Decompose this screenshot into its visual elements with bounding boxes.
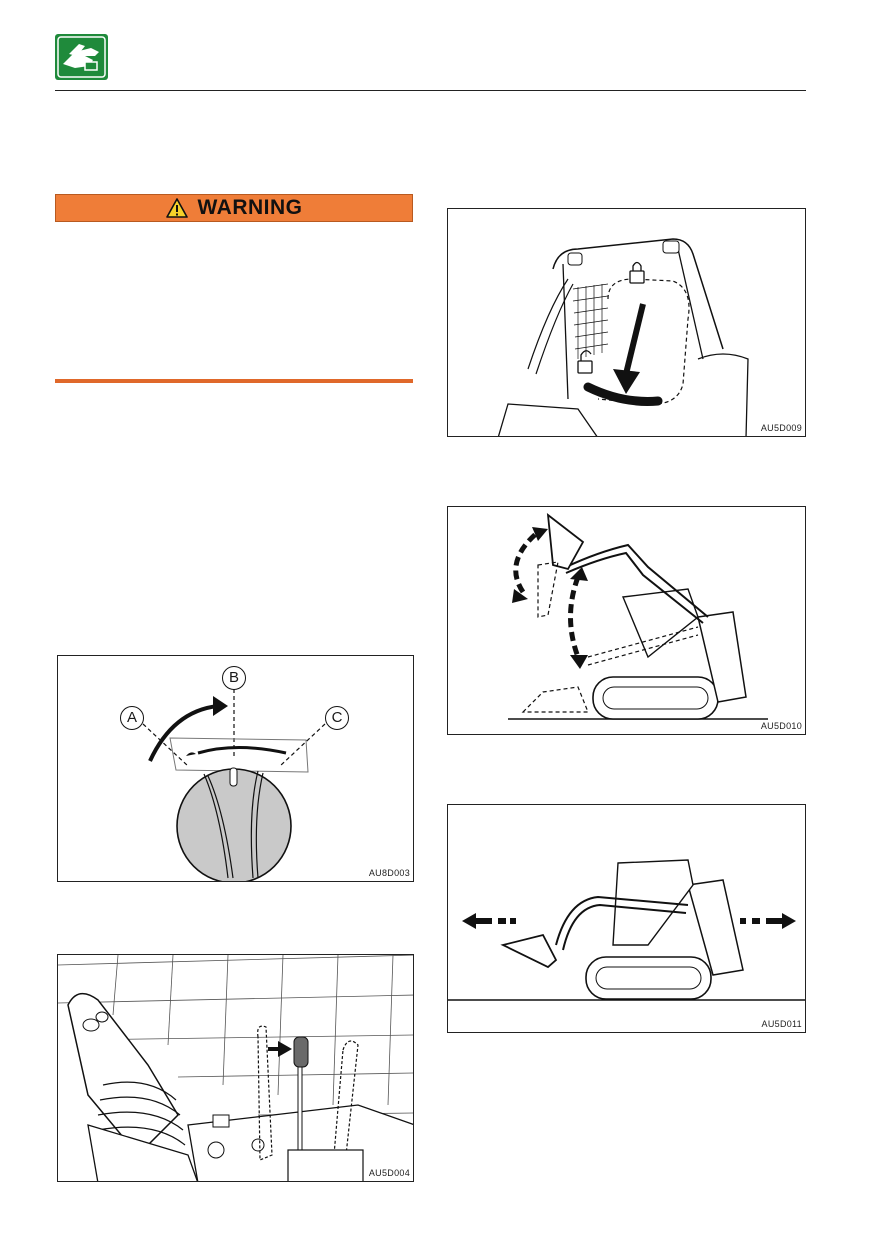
section-hand-icon xyxy=(55,34,108,80)
dial-label-a: A xyxy=(120,706,144,730)
figure-code: AU5D009 xyxy=(760,423,802,433)
figure-code: AU5D010 xyxy=(760,721,802,731)
warning-banner xyxy=(55,194,413,222)
warning-label: WARNING xyxy=(197,196,303,219)
figure-code: AU5D004 xyxy=(368,1168,410,1178)
figure-lever xyxy=(57,954,414,1182)
header-divider xyxy=(55,90,806,91)
figure-loader-arms xyxy=(447,506,806,735)
figure-code: AU8D003 xyxy=(368,868,410,878)
dial-label-b: B xyxy=(222,666,246,690)
figure-cab-lock xyxy=(447,208,806,437)
warning-triangle-icon xyxy=(166,198,188,218)
dial-label-c: C xyxy=(325,706,349,730)
warning-end-rule xyxy=(55,379,413,383)
figure-dial xyxy=(57,655,414,882)
figure-travel xyxy=(447,804,806,1033)
figure-code: AU5D011 xyxy=(761,1019,802,1029)
